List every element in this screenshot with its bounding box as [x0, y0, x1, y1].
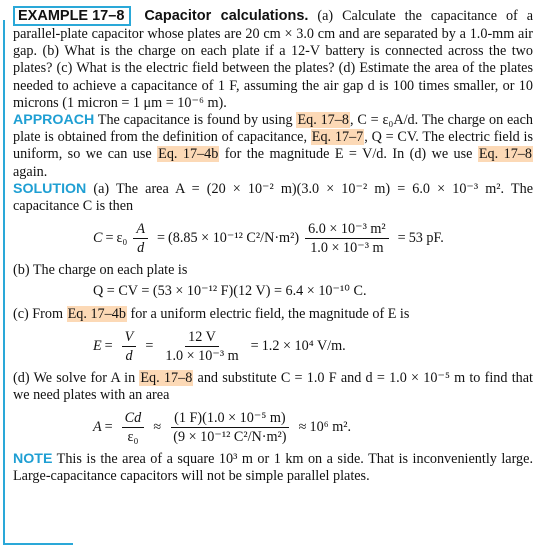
example-title: Capacitor calculations. [144, 8, 309, 24]
eq-c-frac-a-d [133, 221, 148, 256]
eq-e-frac-v-d [122, 329, 137, 364]
left-accent-bar [3, 20, 5, 545]
approach-paragraph [13, 112, 533, 181]
equation-charge: Q = CV = (53 × 10⁻¹² F)(12 V) = 6.4 × 10⁻¹⁰ C. [93, 283, 367, 300]
eq-a-frac-values [170, 410, 289, 445]
eq-c-equals: = [105, 230, 114, 247]
link-eq-17-7[interactable]: Eq. 17–7 [311, 129, 364, 146]
eq-e-frac-values [162, 329, 241, 364]
equation-area: A = $\frac{Cd}{\text{ε₀}}$ ≈ $\frac{\text{(1 F)(1.0 × 10⁻⁵ m)}}{\text{(9 × 10⁻¹² C²/N·m²)}}$ ≈ 10⁶ m². [93, 410, 352, 446]
link-eq-17-8-again[interactable]: Eq. 17–8 [478, 146, 532, 163]
approach-text-1: The capacitance is found by using [94, 112, 297, 129]
eq-e-result: 1.2 × 10⁴ V/m. [261, 337, 346, 354]
link-eq-17-4b-c[interactable]: Eq. 17–4b [67, 305, 126, 322]
part-d-text-2: and substitute C = 1.0 F and d = 1.0 × 10⁻⁵ m to find that we need plates with an area [13, 369, 533, 404]
eq-c-num-area: 6.0 × 10⁻³ m² [305, 221, 389, 239]
approach-text-4: for the magnitude E = V/d. In (d) we use [219, 146, 478, 163]
link-eq-17-8-d[interactable]: Eq. 17–8 [140, 369, 193, 386]
approach-text-5: again. [13, 163, 48, 180]
eq-c-frac-values [305, 221, 389, 256]
solution-part-c [13, 306, 533, 323]
part-c-text-1: (c) From [13, 305, 67, 322]
note-heading: NOTE [13, 451, 53, 468]
approach-text-2: , C = ε₀A/d. The charge on each plate is obtained from the definition of capacitance, [13, 112, 533, 146]
eq-e-num-voltage: 12 V [185, 329, 219, 347]
example-statement [13, 6, 533, 112]
eq-c-lhs: C [93, 230, 103, 247]
eq-e-num-v: V [122, 329, 137, 347]
eq-c-num-a: A [133, 221, 148, 239]
eq-e-lhs: E [93, 337, 102, 354]
eq-a-result: 10⁶ m². [309, 419, 352, 436]
example-text: (a) Calculate the capacitance of a parallel-plate capacitor whose plates are 20 cm × 3.0 cm and are separated by a 1.0-mm air gap. (b) What is the charge on each plate if a 12-V battery is connected across the two plates? (c) What is the electric field between the plates? (d) Estimate the area of the plates needed to achieve a capacitance of 1 F, assuming the air gap d is 100 times smaller, or 10 microns (1 micron = 1 μm = 10⁻⁶ m). [13, 8, 533, 111]
equation-field: E = $\frac{V}{d}$ = $\frac{12 V}{\text{1.0 × 10⁻³ m}}$ = 1.2 × 10⁴ V/m. [93, 328, 346, 364]
eq-c-den-d: d [137, 240, 145, 257]
note-paragraph [13, 451, 533, 485]
solution-heading: SOLUTION [13, 180, 87, 197]
eq-a-lhs: A [93, 419, 102, 436]
solution-part-b: (b) The charge on each plate is [13, 262, 188, 279]
eq-a-num-values: (1 F)(1.0 × 10⁻⁵ m) [171, 410, 288, 428]
example-tag: EXAMPLE 17–8 [13, 6, 131, 26]
solution-part-d [13, 370, 533, 404]
part-d-text-1: (d) We solve for A in [13, 369, 140, 386]
eq-a-den-values: (9 × 10⁻¹² C²/N·m²) [173, 429, 287, 446]
link-eq-17-8[interactable]: Eq. 17–8 [297, 112, 349, 129]
eq-c-result: 53 pF. [408, 230, 444, 247]
equation-capacitance: C = ε₀ $\frac{A}{d}$ = (8.85 × 10⁻¹² C²/N·m²) $\frac{\text{6.0 × 10⁻³ m²}}{\text{1.0 × 10⁻³ m}}$ = 53 pF. [93, 221, 444, 257]
example-box [13, 6, 533, 486]
solution-a-text: (a) The area A = (20 × 10⁻² m)(3.0 × 10⁻² m) = 6.0 × 10⁻³ m². The capacitance C is then [13, 180, 533, 215]
bottom-accent-bar [3, 543, 73, 545]
eq-c-den-gap: 1.0 × 10⁻³ m [310, 240, 384, 257]
solution-part-a [13, 181, 533, 215]
approach-text-3: , Q = CV. The electric field is uniform, so we can use [13, 129, 533, 163]
eq-a-den-eps: ε₀ [127, 429, 139, 446]
eq-e-den-gap: 1.0 × 10⁻³ m [165, 347, 239, 364]
part-c-text-2: for a uniform electric field, the magnitude of E is [126, 305, 410, 322]
eq-c-constant: (8.85 × 10⁻¹² C²/N·m²) [168, 230, 300, 247]
eq-a-num-cd: Cd [122, 410, 145, 428]
link-eq-17-4b[interactable]: Eq. 17–4b [158, 146, 219, 163]
eq-e-den-d: d [125, 347, 133, 364]
eq-c-epsilon: ε₀ [116, 230, 128, 247]
approach-heading: APPROACH [13, 112, 95, 129]
note-text: This is the area of a square 10³ m or 1 km on a side. That is inconveniently large. Large-capacitance capacitors will not be simple parallel plates. [13, 451, 533, 485]
eq-a-frac-cd [122, 410, 145, 445]
